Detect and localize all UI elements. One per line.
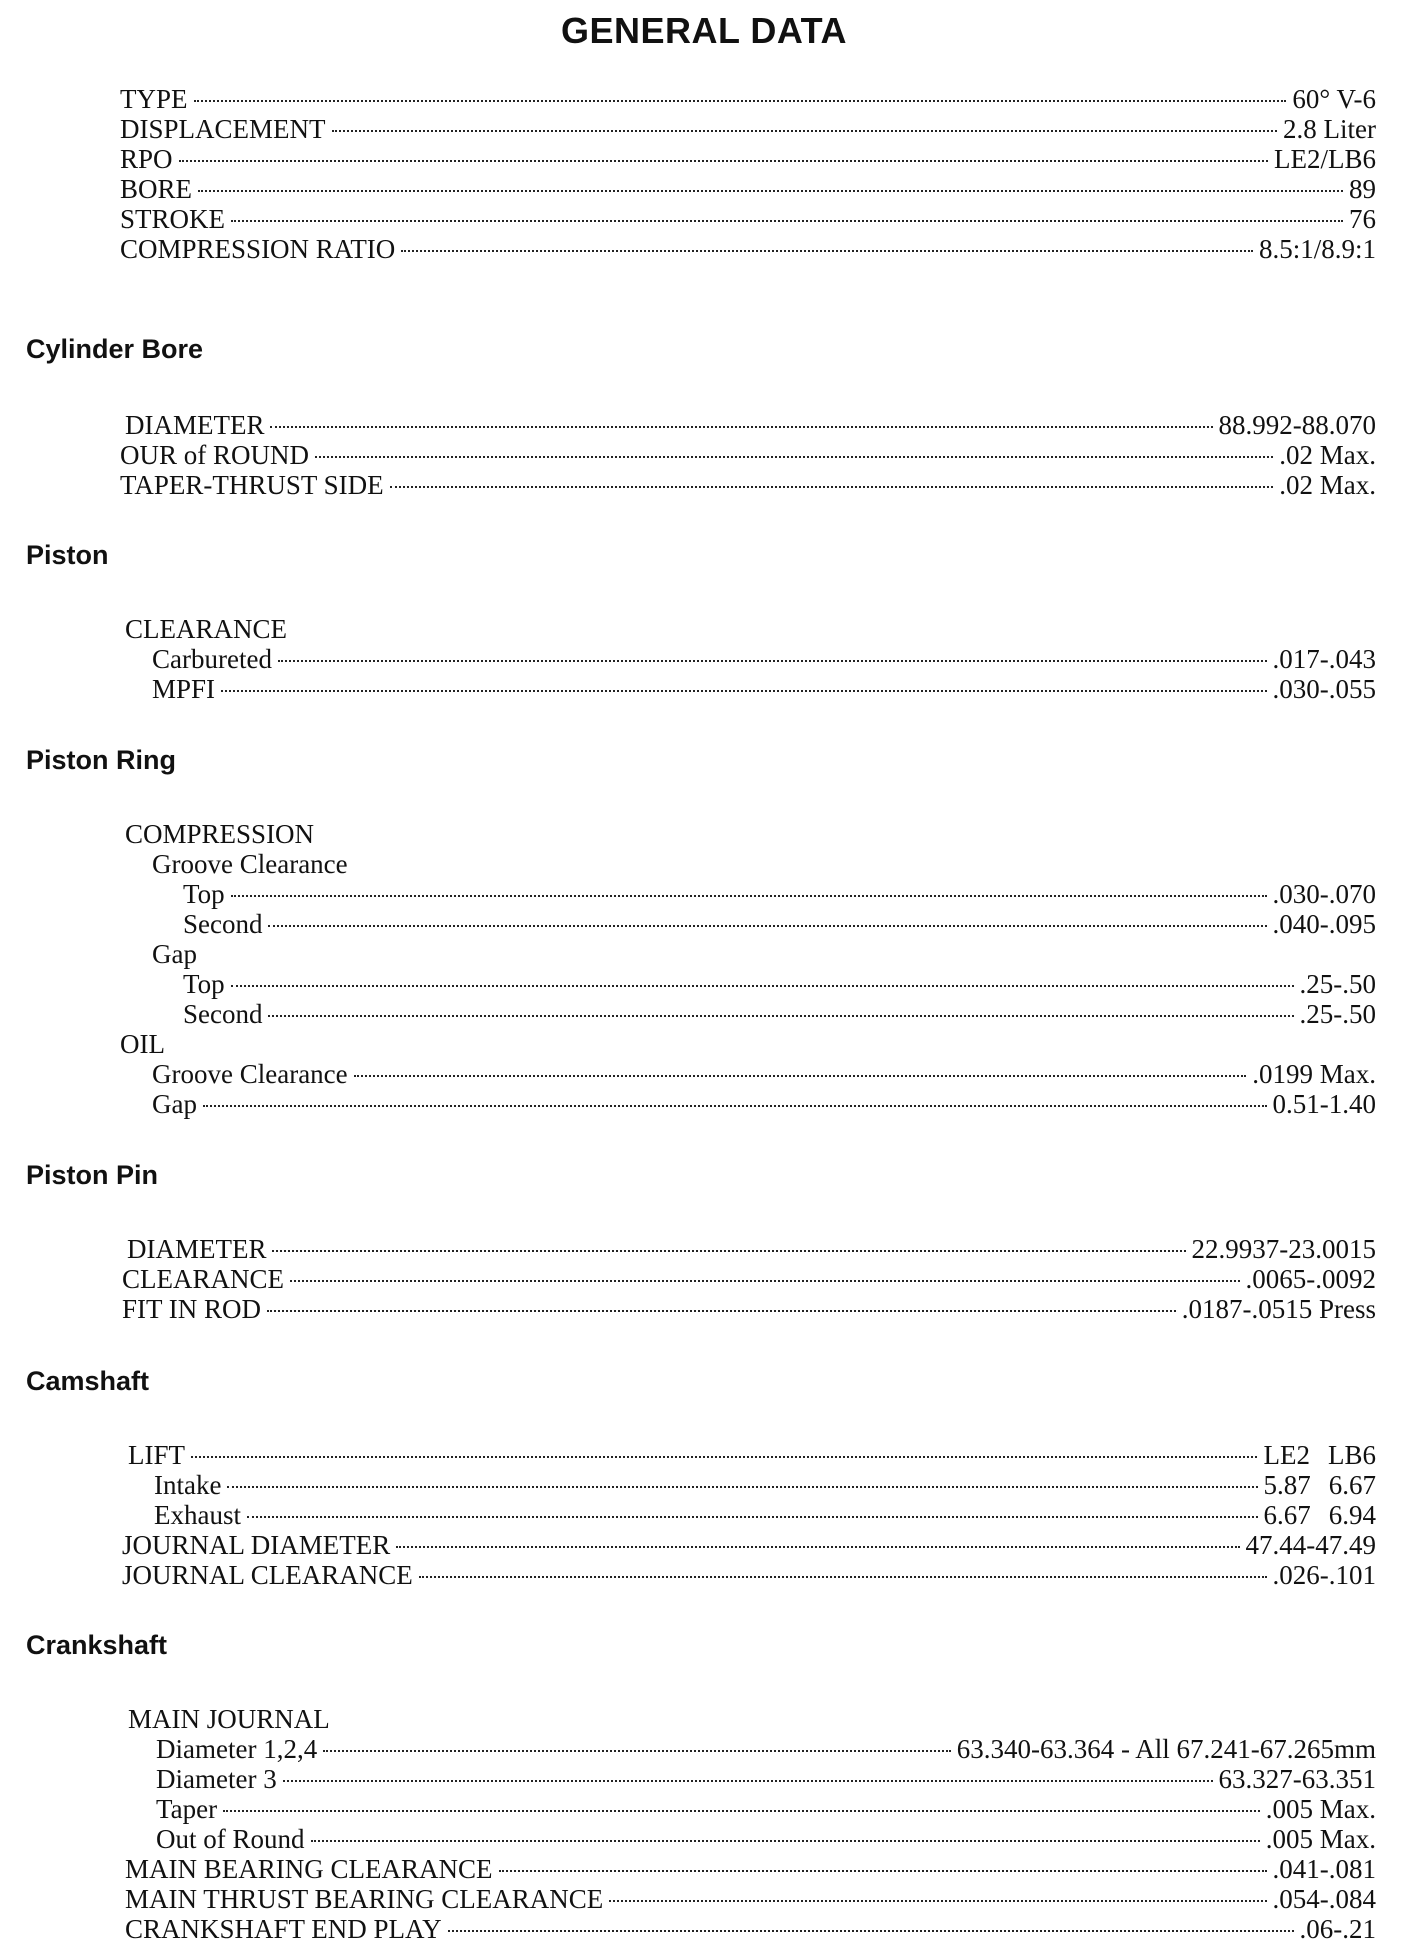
spec-row-carbureted bbox=[152, 644, 1376, 674]
spec-row-bore bbox=[120, 174, 1376, 204]
subheading-main-journal: MAIN JOURNAL bbox=[128, 1704, 330, 1734]
spec-value: LE2/LB6 bbox=[1274, 144, 1376, 174]
dot-leader bbox=[278, 660, 1267, 662]
spec-label: Top bbox=[183, 879, 225, 909]
section-heading-piston-pin: Piston Pin bbox=[26, 1160, 159, 1190]
dot-leader bbox=[283, 1780, 1213, 1782]
dot-leader bbox=[198, 190, 1343, 192]
spec-row-main-thrust-bearing-clearance bbox=[125, 1884, 1376, 1914]
spec-value-lb6: 6.94 bbox=[1328, 1500, 1376, 1530]
spec-row-out-of-round bbox=[120, 440, 1376, 470]
subheading-gap: Gap bbox=[152, 939, 197, 969]
spec-label: Taper bbox=[156, 1794, 218, 1824]
dot-leader bbox=[270, 426, 1212, 428]
spec-label: RPO bbox=[120, 144, 173, 174]
spec-row-intake bbox=[154, 1470, 1376, 1500]
spec-label: Gap bbox=[152, 1089, 197, 1119]
spec-label: Carbureted bbox=[152, 644, 272, 674]
page-title: GENERAL DATA bbox=[560, 10, 847, 51]
spec-row-journal-clearance bbox=[122, 1560, 1376, 1590]
spec-value: .0065-.0092 bbox=[1245, 1264, 1376, 1294]
dot-leader bbox=[247, 1516, 1258, 1518]
spec-row-exhaust bbox=[154, 1500, 1376, 1530]
spec-value-le2: 5.87 bbox=[1263, 1470, 1311, 1500]
spec-row-taper-thrust-side bbox=[120, 470, 1376, 500]
spec-label: OUR of ROUND bbox=[120, 440, 309, 470]
dot-leader bbox=[323, 1750, 951, 1752]
dot-leader bbox=[231, 985, 1294, 987]
spec-row-diameter-3 bbox=[156, 1764, 1376, 1794]
dot-leader bbox=[268, 1015, 1293, 1017]
column-header-le2: LE2 bbox=[1263, 1440, 1310, 1470]
spec-label: MAIN THRUST BEARING CLEARANCE bbox=[125, 1884, 604, 1914]
spec-value: 76 bbox=[1349, 204, 1376, 234]
spec-row-gap-second bbox=[183, 999, 1376, 1029]
spec-label: LIFT bbox=[128, 1440, 185, 1470]
spec-value: .02 Max. bbox=[1279, 470, 1376, 500]
spec-label: DIAMETER bbox=[127, 1234, 267, 1264]
dot-leader bbox=[390, 486, 1274, 488]
spec-label: MPFI bbox=[152, 674, 216, 704]
spec-row-oil-gap bbox=[152, 1089, 1376, 1119]
dot-leader bbox=[448, 1930, 1294, 1932]
spec-value: 0.51-1.40 bbox=[1272, 1089, 1376, 1119]
spec-row-diameter-124 bbox=[156, 1734, 1376, 1764]
spec-row-main-bearing-clearance bbox=[125, 1854, 1376, 1884]
spec-row-lift bbox=[128, 1440, 1376, 1470]
spec-row-journal-diameter bbox=[122, 1530, 1376, 1560]
spec-value: .030-.055 bbox=[1272, 674, 1376, 704]
spec-value: 60° V-6 bbox=[1292, 84, 1376, 114]
spec-value: 8.5:1/8.9:1 bbox=[1258, 234, 1376, 264]
dot-leader bbox=[191, 1456, 1257, 1458]
spec-value: .017-.043 bbox=[1272, 644, 1376, 674]
spec-label: Exhaust bbox=[154, 1500, 241, 1530]
spec-value: .030-.070 bbox=[1272, 879, 1376, 909]
subheading-compression: COMPRESSION bbox=[125, 819, 315, 849]
dot-leader bbox=[311, 1840, 1260, 1842]
spec-value: .0199 Max. bbox=[1252, 1059, 1376, 1089]
dot-leader bbox=[179, 160, 1268, 162]
dot-leader bbox=[499, 1870, 1267, 1872]
dot-leader bbox=[194, 100, 1287, 102]
spec-label: Second bbox=[183, 999, 263, 1029]
spec-label: BORE bbox=[120, 174, 193, 204]
spec-label: Diameter 3 bbox=[156, 1764, 277, 1794]
spec-label: FIT IN ROD bbox=[122, 1294, 262, 1324]
spec-value-lb6: 6.67 bbox=[1328, 1470, 1376, 1500]
spec-value: .005 Max. bbox=[1265, 1794, 1376, 1824]
spec-row-pin-clearance bbox=[122, 1264, 1376, 1294]
spec-row-type bbox=[120, 84, 1376, 114]
spec-row-rpo bbox=[120, 144, 1376, 174]
dot-leader bbox=[315, 456, 1273, 458]
dot-leader bbox=[221, 690, 1266, 692]
dot-leader bbox=[354, 1075, 1247, 1077]
spec-label: Intake bbox=[154, 1470, 222, 1500]
spec-value: 47.44-47.49 bbox=[1245, 1530, 1376, 1560]
spec-row-bore-diameter bbox=[125, 410, 1376, 440]
section-heading-crankshaft: Crankshaft bbox=[26, 1630, 168, 1660]
column-header-lb6: LB6 bbox=[1327, 1440, 1376, 1470]
spec-label: Groove Clearance bbox=[152, 1059, 348, 1089]
spec-row-stroke bbox=[120, 204, 1376, 234]
spec-label: JOURNAL DIAMETER bbox=[122, 1530, 391, 1560]
spec-label: MAIN BEARING CLEARANCE bbox=[125, 1854, 493, 1884]
spec-value: .005 Max. bbox=[1265, 1824, 1376, 1854]
spec-label: Out of Round bbox=[156, 1824, 305, 1854]
section-heading-piston-ring: Piston Ring bbox=[26, 745, 176, 775]
spec-label: STROKE bbox=[120, 204, 226, 234]
spec-row-taper bbox=[156, 1794, 1376, 1824]
spec-label: TAPER-THRUST SIDE bbox=[120, 470, 384, 500]
spec-value: 2.8 Liter bbox=[1283, 114, 1376, 144]
dot-leader bbox=[267, 1310, 1176, 1312]
spec-value: 88.992-88.070 bbox=[1218, 410, 1376, 440]
dot-leader bbox=[231, 895, 1267, 897]
dot-leader bbox=[332, 130, 1278, 132]
spec-value: .0187-.0515 Press bbox=[1181, 1294, 1376, 1324]
section-heading-camshaft: Camshaft bbox=[26, 1366, 150, 1396]
spec-value: .25-.50 bbox=[1299, 969, 1376, 999]
section-heading-cylinder-bore: Cylinder Bore bbox=[26, 334, 204, 364]
spec-value-le2: 6.67 bbox=[1263, 1500, 1311, 1530]
spec-label: Top bbox=[183, 969, 225, 999]
spec-label: CRANKSHAFT END PLAY bbox=[125, 1914, 442, 1944]
dot-leader bbox=[609, 1900, 1266, 1902]
dot-leader bbox=[396, 1546, 1239, 1548]
spec-row-crankshaft-end-play bbox=[125, 1914, 1376, 1944]
spec-label: Second bbox=[183, 909, 263, 939]
spec-row-displacement bbox=[120, 114, 1376, 144]
spec-value: 89 bbox=[1349, 174, 1376, 204]
spec-value: 63.340-63.364 - All 67.241-67.265mm bbox=[956, 1734, 1376, 1764]
spec-row-compression-ratio bbox=[120, 234, 1376, 264]
spec-row-groove-top bbox=[183, 879, 1376, 909]
spec-row-gap-top bbox=[183, 969, 1376, 999]
dot-leader bbox=[203, 1105, 1267, 1107]
spec-label: DISPLACEMENT bbox=[120, 114, 326, 144]
spec-row-mpfi bbox=[152, 674, 1376, 704]
spec-value: .026-.101 bbox=[1272, 1560, 1376, 1590]
spec-label: TYPE bbox=[120, 84, 188, 114]
spec-value: .25-.50 bbox=[1299, 999, 1376, 1029]
dot-leader bbox=[290, 1280, 1240, 1282]
dot-leader bbox=[223, 1810, 1260, 1812]
spec-label: COMPRESSION RATIO bbox=[120, 234, 396, 264]
spec-value: .06-.21 bbox=[1299, 1914, 1376, 1944]
subheading-groove-clearance: Groove Clearance bbox=[152, 849, 348, 879]
spec-row-pin-diameter bbox=[127, 1234, 1376, 1264]
dot-leader bbox=[227, 1486, 1257, 1488]
spec-label: JOURNAL CLEARANCE bbox=[122, 1560, 413, 1590]
dot-leader bbox=[272, 1250, 1185, 1252]
spec-value: 22.9937-23.0015 bbox=[1191, 1234, 1376, 1264]
subheading-oil: OIL bbox=[120, 1029, 165, 1059]
dot-leader bbox=[401, 250, 1253, 252]
spec-value: 63.327-63.351 bbox=[1218, 1764, 1376, 1794]
spec-label: CLEARANCE bbox=[122, 1264, 284, 1294]
dot-leader bbox=[419, 1576, 1267, 1578]
section-heading-piston: Piston bbox=[26, 540, 109, 570]
spec-value: .040-.095 bbox=[1272, 909, 1376, 939]
spec-row-fit-in-rod bbox=[122, 1294, 1376, 1324]
spec-value: .041-.081 bbox=[1272, 1854, 1376, 1884]
spec-value: .02 Max. bbox=[1279, 440, 1376, 470]
spec-row-groove-second bbox=[183, 909, 1376, 939]
spec-row-oil-groove-clearance bbox=[152, 1059, 1376, 1089]
spec-label: Diameter 1,2,4 bbox=[156, 1734, 318, 1764]
dot-leader bbox=[231, 220, 1343, 222]
subheading-clearance: CLEARANCE bbox=[125, 614, 287, 644]
dot-leader bbox=[268, 925, 1266, 927]
spec-row-out-of-round bbox=[156, 1824, 1376, 1854]
spec-value: .054-.084 bbox=[1272, 1884, 1376, 1914]
spec-label: DIAMETER bbox=[125, 410, 265, 440]
